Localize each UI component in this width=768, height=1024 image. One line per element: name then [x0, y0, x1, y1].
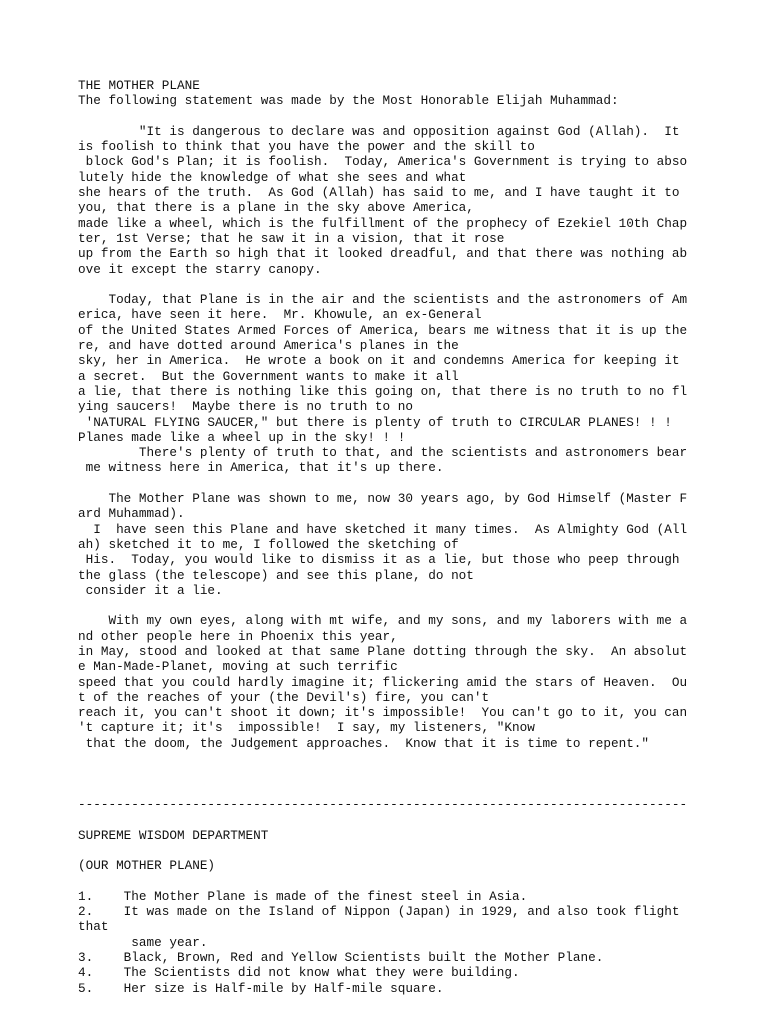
- text-line: me witness here in America, that it's up there.: [78, 460, 444, 476]
- text-line: a lie, that there is nothing like this going on, that there is no truth to no fl: [78, 383, 688, 399]
- text-line: you, that there is a plane in the sky above America,: [78, 200, 474, 216]
- text-line: Today, that Plane is in the air and the scientists and the astronomers of Am: [78, 292, 688, 308]
- text-line: ah) sketched it to me, I followed the sketching of: [78, 536, 459, 552]
- text-line: ying saucers! Maybe there is no truth to no: [78, 399, 414, 415]
- text-line: 5. Her size is Half-mile by Half-mile square.: [78, 980, 444, 996]
- text-line: that: [78, 919, 109, 935]
- text-line: speed that you could hardly imagine it; flickering amid the stars of Heaven. Ou: [78, 674, 688, 690]
- text-line: reach it, you can't shoot it down; it's impossible! You can't go to it, you can: [78, 705, 688, 721]
- text-line: lutely hide the knowledge of what she sees and what: [78, 169, 467, 185]
- text-line: 'NATURAL FLYING SAUCER," but there is plenty of truth to CIRCULAR PLANES! ! !: [78, 414, 672, 430]
- text-line: block God's Plan; it is foolish. Today, America's Government is trying to abso: [78, 154, 688, 170]
- text-line: [78, 782, 687, 797]
- text-line: 3. Black, Brown, Red and Yellow Scientists built the Mother Plane.: [78, 949, 604, 965]
- text-line: The Mother Plane was shown to me, now 30 years ago, by God Himself (Master F: [78, 491, 688, 507]
- text-line: 1. The Mother Plane is made of the finest steel in Asia.: [78, 888, 528, 904]
- text-line: re, and have dotted around America's planes in the: [78, 338, 459, 354]
- text-line: 2. It was made on the Island of Nippon (Japan) in 1929, and also took flight: [78, 904, 680, 920]
- text-line: same year.: [78, 934, 208, 950]
- text-line: nd other people here in Phoenix this year,: [78, 628, 398, 644]
- section-divider: --------------------------------------------------------------------------------: [78, 796, 688, 812]
- text-line: ove it except the starry canopy.: [78, 261, 322, 277]
- text-line: in May, stood and looked at that same Plane dotting through the sky. An absolut: [78, 643, 688, 659]
- text-line: consider it a lie.: [78, 582, 223, 598]
- text-line: erica, have seen it here. Mr. Khowule, an ex-General: [78, 307, 482, 323]
- text-line: 't capture it; it's impossible! I say, my listeners, "Know: [78, 720, 535, 736]
- text-line: SUPREME WISDOM DEPARTMENT: [78, 827, 269, 843]
- text-line: (OUR MOTHER PLANE): [78, 858, 216, 874]
- text-line: the glass (the telescope) and see this plane, do not: [78, 567, 474, 583]
- text-line: [78, 109, 687, 124]
- text-line: Planes made like a wheel up in the sky! ! !: [78, 429, 406, 445]
- text-line: [78, 476, 687, 491]
- text-line: With my own eyes, along with mt wife, and my sons, and my laborers with me a: [78, 613, 688, 629]
- document-text: [78, 78, 687, 996]
- text-line: There's plenty of truth to that, and the scientists and astronomers bear: [78, 445, 688, 461]
- text-line: [78, 598, 687, 613]
- text-line: that the doom, the Judgement approaches. Know that it is time to repent.": [78, 735, 650, 751]
- text-line: she hears of the truth. As God (Allah) has said to me, and I have taught it to: [78, 185, 680, 201]
- text-line: "It is dangerous to declare was and opposition against God (Allah). It: [78, 123, 680, 139]
- text-line: [78, 751, 687, 766]
- text-line: a secret. But the Government wants to make it all: [78, 368, 459, 384]
- text-line: ter, 1st Verse; that he saw it in a vision, that it rose: [78, 230, 505, 246]
- text-line: The following statement was made by the Most Honorable Elijah Muhammad:: [78, 93, 619, 109]
- text-line: up from the Earth so high that it looked dreadful, and that there was nothing ab: [78, 246, 688, 262]
- text-line: sky, her in America. He wrote a book on it and condemns America for keeping it: [78, 353, 680, 369]
- text-line: THE MOTHER PLANE: [78, 78, 200, 93]
- text-line: e Man-Made-Planet, moving at such terrific: [78, 659, 398, 675]
- text-line: [78, 766, 687, 781]
- text-line: I have seen this Plane and have sketched it many times. As Almighty God (All: [78, 521, 688, 537]
- text-line: made like a wheel, which is the fulfillment of the prophecy of Ezekiel 10th Chap: [78, 215, 688, 231]
- text-line: [78, 873, 687, 888]
- text-line: ard Muhammad).: [78, 506, 185, 522]
- text-line: His. Today, you would like to dismiss it as a lie, but those who peep through: [78, 552, 680, 568]
- text-line: t of the reaches of your (the Devil's) fire, you can't: [78, 689, 490, 705]
- text-line: of the United States Armed Forces of America, bears me witness that it is up the: [78, 322, 688, 338]
- text-line: [78, 812, 687, 827]
- text-line: [78, 843, 687, 858]
- text-line: [78, 277, 687, 292]
- text-line: is foolish to think that you have the power and the skill to: [78, 139, 535, 155]
- text-line: 4. The Scientists did not know what they were building.: [78, 965, 520, 981]
